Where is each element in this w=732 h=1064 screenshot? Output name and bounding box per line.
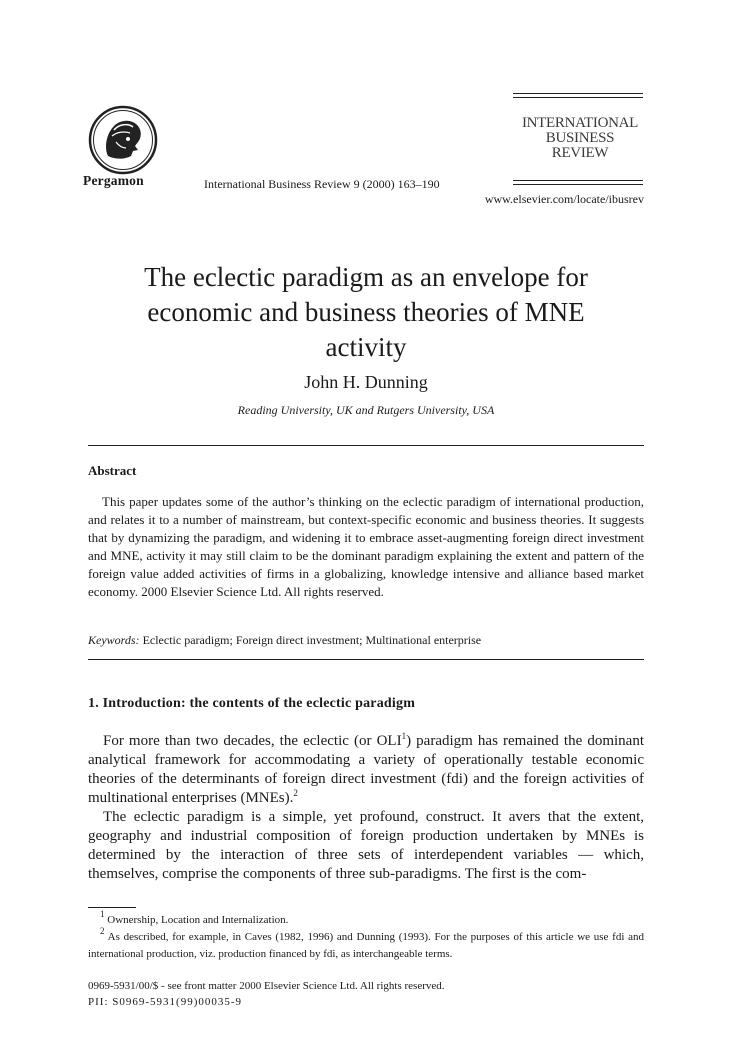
journal-url[interactable]: www.elsevier.com/locate/ibusrev [484, 192, 644, 206]
body-paragraph [88, 732, 644, 808]
footnote [88, 909, 644, 929]
paragraph-text: For more than two decades, the eclectic (or OLI [103, 733, 402, 749]
masthead-rule-top [513, 93, 643, 94]
journal-citation: International Business Review 9 (2000) 163–190 [204, 177, 440, 191]
abstract-text: This paper updates some of the author’s thinking on the eclectic paradigm of international production, and relates it to a number of mainstream, but context-specific economic and business theories. It suggests that by dynamizing the paradigm, and widening it to embrace asset-augmenting foreign direct investment and MNE, activity it may still claim to be the dominant paradigm explaining the extent and pattern of the foreign value added activities of firms in a globalizing, knowledge intensive and alliance based market economy. 2000 Elsevier Science Ltd. All rights reserved. [88, 494, 644, 599]
abstract-rule-bottom [88, 659, 644, 660]
journal-title [516, 116, 644, 161]
footnote-rule [88, 907, 136, 908]
section-heading: 1. Introduction: the contents of the eclectic paradigm [88, 696, 416, 711]
footnote-text: As described, for example, in Caves (1982, 1996) and Dunning (1993). For the purposes of this article we use fdi and international production, viz. production financed by fdi, as interchangeable terms. [88, 931, 644, 960]
footnote-text: Ownership, Location and Internalization. [107, 914, 289, 926]
publisher-name: Pergamon [83, 173, 144, 188]
footnote-number: 2 [100, 926, 105, 936]
body-paragraph: The eclectic paradigm is a simple, yet profound, construct. It avers that the extent, geography and industrial composition of foreign production undertaken by MNEs is determined by the interaction of three sets of interdependent variables — which, themselves, comprise the components of three sub-paradigms. The first is the com- [88, 809, 644, 882]
masthead-rule-bottom-2 [513, 184, 643, 185]
journal-title-line: REVIEW [551, 145, 609, 161]
keywords [88, 633, 481, 648]
journal-title-line: INTERNATIONAL [521, 115, 639, 131]
author-name: John H. Dunning [304, 372, 428, 392]
journal-title-line: BUSINESS [545, 130, 615, 146]
abstract-heading: Abstract [88, 463, 137, 478]
abstract-rule-top [88, 445, 644, 446]
author-affiliation: Reading University, UK and Rutgers University, USA [237, 403, 495, 417]
footnote-ref[interactable]: 2 [293, 788, 298, 798]
article-title [96, 260, 636, 365]
article-title-line: activity [325, 332, 407, 362]
pii-line: PII: S0969-5931(99)00035-9 [88, 996, 243, 1008]
masthead-rule-bottom [513, 180, 643, 181]
article-title-line: economic and business theories of MNE [147, 297, 585, 327]
footnote-ref[interactable]: 1 [401, 731, 407, 741]
front-matter-line: 0969-5931/00/$ - see front matter 2000 Elsevier Science Ltd. All rights reserved. [88, 980, 445, 992]
footnote-number: 1 [100, 909, 105, 919]
footnote [88, 926, 644, 963]
paragraph-text: ) paradigm has remained the dominant analytical framework for accommodating a variety of operationally testable economic theories of the determinants of foreign direct investment (fdi) and the foreign activities of multinational enterprises (MNEs). [88, 733, 644, 806]
keywords-text: Eclectic paradigm; Foreign direct investment; Multinational enterprise [142, 633, 482, 647]
masthead-rule-top-2 [513, 97, 643, 98]
pergamon-logo-icon [86, 104, 160, 178]
keywords-label: Keywords: [88, 633, 140, 647]
article-title-line: The eclectic paradigm as an envelope for [144, 262, 588, 292]
